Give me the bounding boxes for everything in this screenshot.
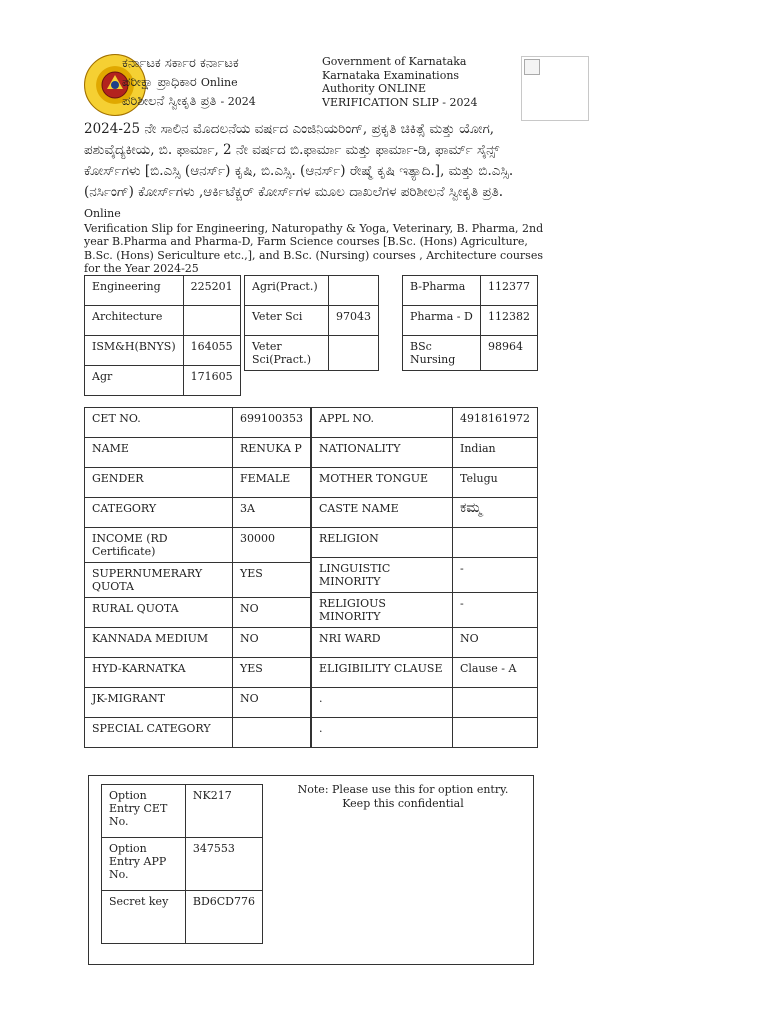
kn-header-line3-text: ಪರಿಶೀಲನೆ ಸ್ವೀಕೃತಿ ಪ್ರತಿ <box>122 94 217 109</box>
en-header-line: VERIFICATION SLIP - 2024 <box>322 95 478 109</box>
broken-image-icon <box>524 59 540 75</box>
detail-label: NATIONALITY <box>312 438 453 468</box>
option-value: 347553 <box>185 838 262 891</box>
table-row <box>403 276 538 306</box>
rank-label: Agri(Pract.) <box>245 276 329 306</box>
rank-label: Veter Sci(Pract.) <box>245 336 329 371</box>
detail-label: CASTE NAME <box>312 498 453 528</box>
detail-value: NO <box>233 688 311 718</box>
detail-value <box>233 718 311 748</box>
rank-value <box>329 336 379 371</box>
detail-label: . <box>312 688 453 718</box>
detail-value: Indian <box>453 438 538 468</box>
table-row <box>312 688 538 718</box>
detail-label: INCOME (RD Certificate) <box>85 528 233 563</box>
kannada-intro <box>84 119 544 224</box>
option-label: Option Entry CET No. <box>102 785 186 838</box>
table-row <box>85 528 311 563</box>
table-row <box>312 658 538 688</box>
option-value: NK217 <box>185 785 262 838</box>
table-row <box>312 408 538 438</box>
rank-table-3 <box>402 275 538 371</box>
detail-value: 699100353 <box>233 408 311 438</box>
detail-label: RURAL QUOTA <box>85 598 233 628</box>
detail-label: NRI WARD <box>312 628 453 658</box>
detail-label: CET NO. <box>85 408 233 438</box>
rank-table-2 <box>244 275 379 371</box>
table-row <box>85 718 311 748</box>
en-header-line: Karnataka Examinations <box>322 68 460 82</box>
detail-label: SUPERNUMERARY QUOTA <box>85 563 233 598</box>
table-row <box>85 563 311 598</box>
option-label: Option Entry APP No. <box>102 838 186 891</box>
detail-value: NO <box>233 598 311 628</box>
rank-value: 112377 <box>481 276 538 306</box>
en-header-line: Authority ONLINE <box>322 82 427 95</box>
detail-label: ELIGIBILITY CLAUSE <box>312 658 453 688</box>
table-row <box>85 366 241 396</box>
table-row <box>312 468 538 498</box>
table-row <box>312 438 538 468</box>
option-value: BD6CD776 <box>185 891 262 944</box>
detail-label: SPECIAL CATEGORY <box>85 718 233 748</box>
option-label: Secret key <box>102 891 186 944</box>
table-row <box>245 306 379 336</box>
detail-value: Clause - A <box>453 658 538 688</box>
detail-value: YES <box>233 563 311 598</box>
kn-header-line1: ಕರ್ನಾಟಕ ಸರ್ಕಾರ ಕರ್ನಾಟಕ <box>122 56 239 71</box>
note-line1: Note: Please use this for option entry. <box>297 783 509 796</box>
kn-header-line2-suffix: Online <box>200 76 238 89</box>
rank-table-1 <box>84 275 241 396</box>
kn-intro-text: 2024-25 ನೇ ಸಾಲಿನ ಮೊದಲನೆಯ ವರ್ಷದ ಎಂಜಿನಿಯರಿಂಗ್, ಪ್ರಕೃತಿ ಚಿಕಿತ್ಸೆ ಮತ್ತು ಯೋಗ, ಪಶುವೈದ್ಯಕೀಯ, ಬಿ. ಫಾರ್ಮಾ, 2 ನೇ ವರ್ಷದ ಬಿ.ಫಾರ್ಮಾ ಮತ್ತು ಫಾರ್ಮಾ-ಡಿ, ಫಾರ್ಮ್ ಸೈನ್ಸ್ ಕೋರ್ಸ್‌ಗಳು [ಬಿ.ಎಸ್ಸಿ (ಆನರ್ಸ್) ಕೃಷಿ, ಬಿ.ಎಸ್ಸಿ. (ಆನರ್ಸ್) ರೇಷ್ಮೆ ಕೃಷಿ ಇತ್ಯಾದಿ.], ಮತ್ತು ಬಿ.ಎಸ್ಸಿ. (ನರ್ಸಿಂಗ್) ಕೋರ್ಸ್‌ಗಳು ,ಆರ್ಕಿಟೆಕ್ಚರ್ ಕೋರ್ಸ್‌ಗಳ ಮೂಲ ದಾಖಲೆಗಳ ಪರಿಶೀಲನೆ ಸ್ವೀಕೃತಿ ಪ್ರತಿ. <box>84 121 514 200</box>
rank-label: B-Pharma <box>403 276 481 306</box>
table-row <box>85 628 311 658</box>
detail-label: KANNADA MEDIUM <box>85 628 233 658</box>
table-row <box>403 306 538 336</box>
detail-value: YES <box>233 658 311 688</box>
kn-intro-suffix: Online <box>84 207 121 220</box>
table-row <box>85 306 241 336</box>
detail-label: CATEGORY <box>85 498 233 528</box>
detail-value: 3A <box>233 498 311 528</box>
detail-value: ಕಮ್ಮ <box>453 498 538 528</box>
english-header <box>322 55 512 109</box>
table-row <box>312 558 538 593</box>
table-row <box>403 336 538 371</box>
rank-label: Pharma - D <box>403 306 481 336</box>
detail-value: - <box>453 593 538 628</box>
rank-value: 164055 <box>183 336 240 366</box>
kn-header-line2 <box>122 73 312 92</box>
table-row <box>85 598 311 628</box>
en-header-line: Government of Karnataka <box>322 55 467 68</box>
option-entry-table <box>101 784 263 944</box>
kn-header-line3-suffix: - 2024 <box>220 95 256 108</box>
table-row <box>312 628 538 658</box>
detail-value <box>453 718 538 748</box>
table-row <box>312 498 538 528</box>
detail-label: NAME <box>85 438 233 468</box>
rank-value: 97043 <box>329 306 379 336</box>
table-row <box>312 528 538 558</box>
detail-value: NO <box>453 628 538 658</box>
table-row <box>85 468 311 498</box>
table-row <box>85 276 241 306</box>
kn-header-line2-text: ಪರೀಕ್ಷಾ ಪ್ರಾಧಿಕಾರ <box>122 75 197 90</box>
detail-value: 4918161972 <box>453 408 538 438</box>
detail-label: GENDER <box>85 468 233 498</box>
detail-label: HYD-KARNATKA <box>85 658 233 688</box>
table-row <box>85 688 311 718</box>
table-row <box>85 438 311 468</box>
kn-header-line3 <box>122 92 312 111</box>
english-intro: Verification Slip for Engineering, Naturopathy & Yoga, Veterinary, B. Pharma, 2nd year B.Pharma and Pharma-D, Farm Science courses [B.Sc. (Hons) Agriculture, B.Sc. (Hons) Sericulture etc.,], and B.Sc. (Nursing) courses , Architecture courses for the Year 2024-25 <box>84 222 544 276</box>
detail-value: FEMALE <box>233 468 311 498</box>
detail-value: - <box>453 558 538 593</box>
table-row <box>85 336 241 366</box>
rank-label: ISM&H(BNYS) <box>85 336 184 366</box>
table-row <box>312 718 538 748</box>
rank-label: Agr <box>85 366 184 396</box>
table-row <box>312 593 538 628</box>
detail-value: NO <box>233 628 311 658</box>
rank-label: Veter Sci <box>245 306 329 336</box>
detail-label: MOTHER TONGUE <box>312 468 453 498</box>
candidate-photo <box>521 56 589 121</box>
detail-value: Telugu <box>453 468 538 498</box>
rank-label: Engineering <box>85 276 184 306</box>
detail-label: APPL NO. <box>312 408 453 438</box>
rank-value: 98964 <box>481 336 538 371</box>
kannada-header <box>122 54 312 111</box>
table-row <box>85 498 311 528</box>
detail-value <box>453 528 538 558</box>
detail-label: RELIGIOUS MINORITY <box>312 593 453 628</box>
confidential-note <box>288 783 518 810</box>
rank-value: 225201 <box>183 276 240 306</box>
detail-label: RELIGION <box>312 528 453 558</box>
rank-label: Architecture <box>85 306 184 336</box>
rank-value <box>183 306 240 336</box>
detail-value <box>453 688 538 718</box>
detail-label: . <box>312 718 453 748</box>
detail-label: JK-MIGRANT <box>85 688 233 718</box>
table-row <box>245 336 379 371</box>
rank-value: 112382 <box>481 306 538 336</box>
detail-value: 30000 <box>233 528 311 563</box>
table-row <box>85 658 311 688</box>
table-row <box>85 408 311 438</box>
detail-value: RENUKA P <box>233 438 311 468</box>
table-row <box>102 785 263 838</box>
table-row <box>102 891 263 944</box>
rank-value <box>329 276 379 306</box>
table-row <box>102 838 263 891</box>
candidate-details-right <box>311 407 538 748</box>
detail-label: LINGUISTIC MINORITY <box>312 558 453 593</box>
table-row <box>245 276 379 306</box>
note-line2: Keep this confidential <box>342 796 464 810</box>
rank-label: BSc Nursing <box>403 336 481 371</box>
rank-value: 171605 <box>183 366 240 396</box>
candidate-details-left <box>84 407 311 748</box>
